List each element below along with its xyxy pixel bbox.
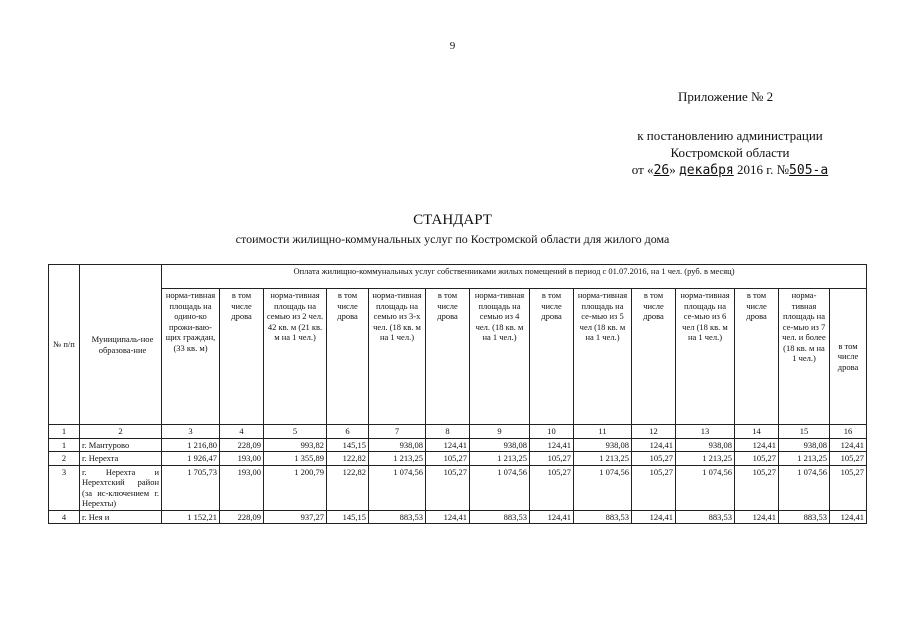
row-municipality: г. Нерехта: [80, 452, 162, 466]
row-value: 1 074,56: [779, 465, 830, 510]
row-value: 883,53: [470, 510, 530, 524]
row-value: 105,27: [426, 452, 470, 466]
column-number: 14: [735, 425, 779, 439]
row-value: 105,27: [632, 465, 676, 510]
column-header: в том числе дрова: [220, 289, 264, 425]
column-header: в том числе дрова: [632, 289, 676, 425]
row-value: 938,08: [574, 438, 632, 452]
row-value: 124,41: [735, 510, 779, 524]
document-title: СТАНДАРТ: [413, 212, 492, 228]
column-number: 11: [574, 425, 632, 439]
row-value: 124,41: [426, 438, 470, 452]
standard-table: [48, 264, 867, 524]
row-value: 1 213,25: [676, 452, 735, 466]
column-header: в том числе дрова: [830, 289, 867, 425]
row-value: 105,27: [830, 465, 867, 510]
column-number: 16: [830, 425, 867, 439]
row-index: 2: [49, 452, 80, 466]
date-prefix: от «: [631, 162, 654, 177]
column-number: 6: [327, 425, 369, 439]
row-index: 1: [49, 438, 80, 452]
column-number: 2: [80, 425, 162, 439]
column-number: 8: [426, 425, 470, 439]
row-value: 1 216,80: [162, 438, 220, 452]
row-value: 228,09: [220, 438, 264, 452]
row-value: 993,82: [264, 438, 327, 452]
column-header: норма-тивная площадь на се-мью из 5 чел (18 кв. м на 1 чел.): [574, 289, 632, 425]
column-header: норма-тивная площадь на се-мью из 7 чел. и более (18 кв. м на 1 чел.): [779, 289, 830, 425]
resolution-date: [560, 161, 900, 179]
row-value: 1 200,79: [264, 465, 327, 510]
table-row: [49, 465, 867, 510]
column-header: в том числе дрова: [327, 289, 369, 425]
date-day: 26: [653, 163, 670, 178]
date-year: 2016 г. №: [737, 162, 790, 177]
row-value: 228,09: [220, 510, 264, 524]
row-index: 3: [49, 465, 80, 510]
row-value: 124,41: [830, 510, 867, 524]
row-value: 1 705,73: [162, 465, 220, 510]
row-value: 105,27: [426, 465, 470, 510]
column-number: 9: [470, 425, 530, 439]
column-number: 7: [369, 425, 426, 439]
row-value: 124,41: [530, 438, 574, 452]
header-num: № п/п: [49, 265, 80, 425]
header-main: Оплата жилищно-коммунальных услуг собственниками жилых помещений в период с 01.07.2016, на 1 чел. (руб. в месяц): [162, 265, 867, 289]
row-value: 883,53: [574, 510, 632, 524]
column-number: 13: [676, 425, 735, 439]
row-value: 1 926,47: [162, 452, 220, 466]
row-value: 938,08: [676, 438, 735, 452]
resolution-number: 505-а: [789, 163, 829, 178]
table-row: [49, 510, 867, 524]
row-value: 938,08: [369, 438, 426, 452]
row-value: 145,15: [327, 438, 369, 452]
row-index: 4: [49, 510, 80, 524]
row-value: 883,53: [676, 510, 735, 524]
column-header: норма-тивная площадь на одино-ко прожи-ваю-щих граждан, (33 кв. м): [162, 289, 220, 425]
row-value: 105,27: [530, 452, 574, 466]
column-header: норма-тивная площадь на се-мью из 6 чел (18 кв. м на 1 чел.): [676, 289, 735, 425]
row-value: 122,82: [327, 452, 369, 466]
row-municipality: г. Мантурово: [80, 438, 162, 452]
resolution-block: [560, 127, 900, 179]
row-value: 124,41: [830, 438, 867, 452]
row-value: 1 355,89: [264, 452, 327, 466]
column-number: 12: [632, 425, 676, 439]
column-header: в том числе дрова: [735, 289, 779, 425]
row-value: 105,27: [735, 465, 779, 510]
row-municipality: г. Нерехта и Нерехтский район (за ис-ключением г. Нерехты): [80, 465, 162, 510]
column-number: 5: [264, 425, 327, 439]
column-header: норма-тивная площадь на семью из 2 чел. 42 кв. м (21 кв. м на 1 чел.): [264, 289, 327, 425]
row-value: 105,27: [735, 452, 779, 466]
row-value: 1 074,56: [676, 465, 735, 510]
column-number-row: [49, 425, 867, 439]
row-value: 1 213,25: [779, 452, 830, 466]
resolution-line-1: к постановлению администрации: [637, 128, 823, 143]
column-header: норма-тивная площадь на семью из 4 чел. (18 кв. м на 1 чел.): [470, 289, 530, 425]
column-number: 3: [162, 425, 220, 439]
column-number: 4: [220, 425, 264, 439]
row-value: 883,53: [779, 510, 830, 524]
column-number: 1: [49, 425, 80, 439]
column-header: норма-тивная площадь на семью из 3-х чел. (18 кв. м на 1 чел.): [369, 289, 426, 425]
table-row: [49, 438, 867, 452]
appendix-label: Приложение № 2: [678, 89, 774, 104]
row-value: 1 074,56: [369, 465, 426, 510]
row-value: 938,08: [779, 438, 830, 452]
row-value: 105,27: [830, 452, 867, 466]
column-number: 10: [530, 425, 574, 439]
date-month: декабря: [678, 163, 734, 178]
row-value: 1 213,25: [369, 452, 426, 466]
document-subtitle: стоимости жилищно-коммунальных услуг по Костромской области для жилого дома: [235, 232, 670, 246]
row-value: 122,82: [327, 465, 369, 510]
column-header: в том числе дрова: [426, 289, 470, 425]
row-value: 124,41: [735, 438, 779, 452]
row-value: 145,15: [327, 510, 369, 524]
table-row: [49, 452, 867, 466]
row-value: 1 152,21: [162, 510, 220, 524]
column-header: в том числе дрова: [530, 289, 574, 425]
row-municipality: г. Нея и: [80, 510, 162, 524]
row-value: 193,00: [220, 452, 264, 466]
row-value: 124,41: [426, 510, 470, 524]
header-municipality: Муниципаль-ное образова-ние: [80, 265, 162, 425]
row-value: 105,27: [632, 452, 676, 466]
row-value: 1 074,56: [470, 465, 530, 510]
resolution-line-2: Костромской области: [670, 145, 790, 160]
row-value: 124,41: [632, 438, 676, 452]
row-value: 1 074,56: [574, 465, 632, 510]
row-value: 124,41: [530, 510, 574, 524]
row-value: 937,27: [264, 510, 327, 524]
date-day-close: »: [669, 162, 676, 177]
row-value: 1 213,25: [574, 452, 632, 466]
page-number: 9: [449, 40, 456, 52]
row-value: 1 213,25: [470, 452, 530, 466]
row-value: 938,08: [470, 438, 530, 452]
row-value: 193,00: [220, 465, 264, 510]
column-number: 15: [779, 425, 830, 439]
row-value: 883,53: [369, 510, 426, 524]
row-value: 124,41: [632, 510, 676, 524]
row-value: 105,27: [530, 465, 574, 510]
